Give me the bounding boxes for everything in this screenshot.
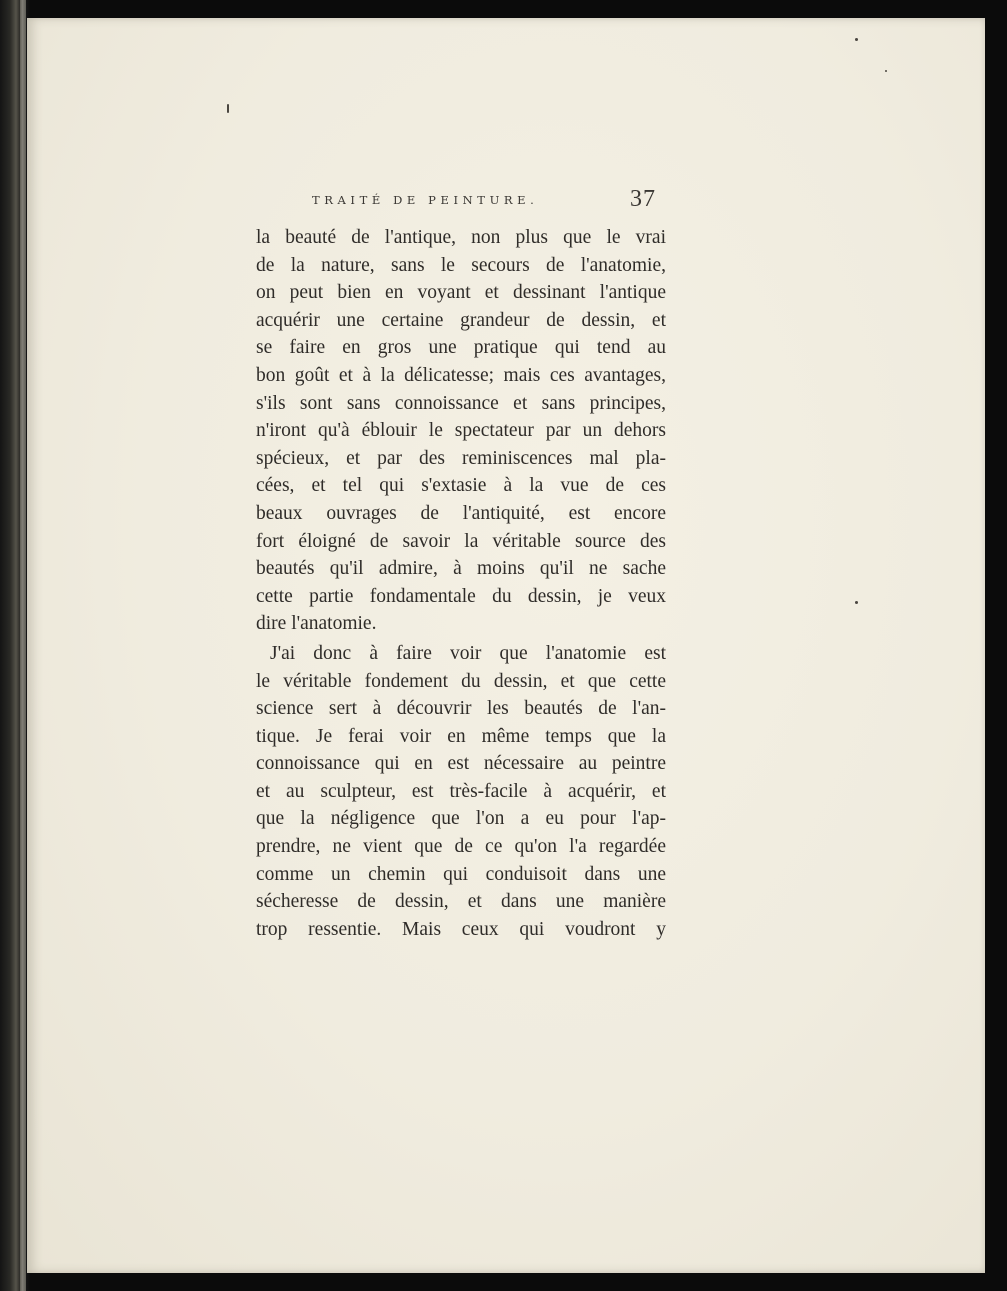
text-line: s'ils sont sans connoissance et sans principes,: [256, 392, 666, 414]
text-line: dire l'anatomie.: [256, 613, 377, 635]
text-line: se faire en gros une pratique qui tend au: [256, 337, 666, 359]
text-line: science sert à découvrir les beautés de l'an-: [256, 698, 666, 720]
text-line: beautés qu'il admire, à moins qu'il ne sache: [256, 558, 666, 580]
spine-edge: [20, 0, 26, 1291]
text-line: le véritable fondement du dessin, et que cette: [256, 670, 666, 692]
paper-speck: [227, 104, 229, 113]
text-line: sécheresse de dessin, et dans une manière: [256, 891, 666, 913]
text-line: prendre, ne vient que de ce qu'on l'a regardée: [256, 836, 666, 858]
text-line: la beauté de l'antique, non plus que le vrai: [256, 227, 666, 248]
text-line: trop ressentie. Mais ceux qui voudront y: [256, 918, 666, 940]
body-text: [256, 224, 666, 943]
text-line: de la nature, sans le secours de l'anatomie,: [256, 254, 666, 276]
text-line: comme un chemin qui conduisoit dans une: [256, 863, 666, 885]
running-head: [310, 186, 664, 212]
text-line: on peut bien en voyant et dessinant l'antique: [256, 282, 666, 304]
paper-speck: [885, 70, 887, 72]
text-line: fort éloigné de savoir la véritable source des: [256, 530, 666, 552]
text-line: tique. Je ferai voir en même temps que la: [256, 725, 666, 747]
text-line: cées, et tel qui s'extasie à la vue de ces: [256, 475, 666, 497]
running-title: TRAITÉ DE PEINTURE.: [312, 193, 539, 207]
text-line: que la négligence que l'on a eu pour l'ap-: [256, 808, 666, 830]
text-line: connoissance qui en est nécessaire au peintre: [256, 753, 666, 775]
text-line: J'ai donc à faire voir que l'anatomie est: [270, 642, 666, 664]
page-number: 37: [630, 186, 656, 212]
paper-speck: [855, 38, 858, 41]
text-line: et au sculpteur, est très-facile à acquérir, et: [256, 780, 666, 802]
text-line: spécieux, et par des reminiscences mal pla-: [256, 447, 666, 469]
text-line: n'iront qu'à éblouir le spectateur par un dehors: [256, 420, 666, 442]
text-line: cette partie fondamentale du dessin, je veux: [256, 585, 666, 607]
text-line: acquérir une certaine grandeur de dessin, et: [256, 309, 666, 331]
paper-speck: [855, 601, 858, 604]
text-line: beaux ouvrages de l'antiquité, est encore: [256, 502, 666, 524]
text-line: bon goût et à la délicatesse; mais ces avantages,: [256, 364, 666, 386]
